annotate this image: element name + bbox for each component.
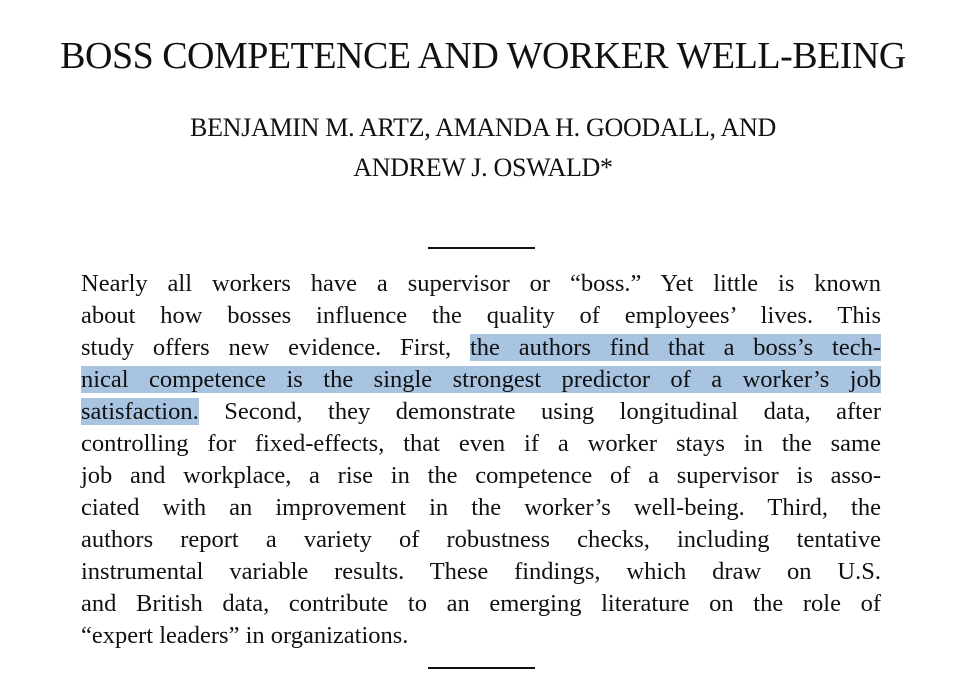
author-list bbox=[0, 108, 966, 188]
abstract-text[interactable]: Second, they demonstrate using longitudinal data, after bbox=[198, 398, 881, 425]
abstract-line[interactable]: and British data, contribute to an emerging literature on the role of bbox=[81, 590, 881, 617]
text-highlight[interactable]: nical competence is the single strongest predictor of a worker’s job bbox=[81, 366, 881, 393]
text-highlight[interactable]: satisfaction. bbox=[81, 398, 199, 425]
abstract-text[interactable]: study offers new evidence. First, bbox=[81, 334, 470, 361]
divider-rule-top bbox=[428, 247, 535, 249]
abstract-line[interactable]: job and workplace, a rise in the competence of a supervisor is asso- bbox=[81, 462, 881, 489]
abstract-line[interactable]: authors report a variety of robustness checks, including tentative bbox=[81, 526, 881, 553]
abstract-line[interactable] bbox=[81, 396, 881, 428]
abstract-line[interactable]: Nearly all workers have a supervisor or “boss.” Yet little is known bbox=[81, 270, 881, 297]
abstract-line[interactable]: instrumental variable results. These findings, which draw on U.S. bbox=[81, 558, 881, 585]
abstract-line[interactable] bbox=[81, 332, 881, 364]
authors-line-1: BENJAMIN M. ARTZ, AMANDA H. GOODALL, AND bbox=[190, 113, 776, 142]
abstract[interactable] bbox=[81, 268, 881, 652]
abstract-line[interactable]: ciated with an improvement in the worker’s well-being. Third, the bbox=[81, 494, 881, 521]
abstract-line[interactable]: about how bosses influence the quality of employees’ lives. This bbox=[81, 302, 881, 329]
abstract-line[interactable] bbox=[81, 364, 881, 396]
abstract-line[interactable]: “expert leaders” in organizations. bbox=[81, 622, 409, 649]
paper-title: BOSS COMPETENCE AND WORKER WELL-BEING bbox=[60, 35, 906, 77]
abstract-line[interactable]: controlling for fixed-effects, that even if a worker stays in the same bbox=[81, 430, 881, 457]
text-highlight[interactable]: the authors find that a boss’s tech- bbox=[470, 334, 881, 361]
authors-line-2: ANDREW J. OSWALD* bbox=[353, 153, 613, 182]
divider-rule-bottom bbox=[428, 667, 535, 669]
